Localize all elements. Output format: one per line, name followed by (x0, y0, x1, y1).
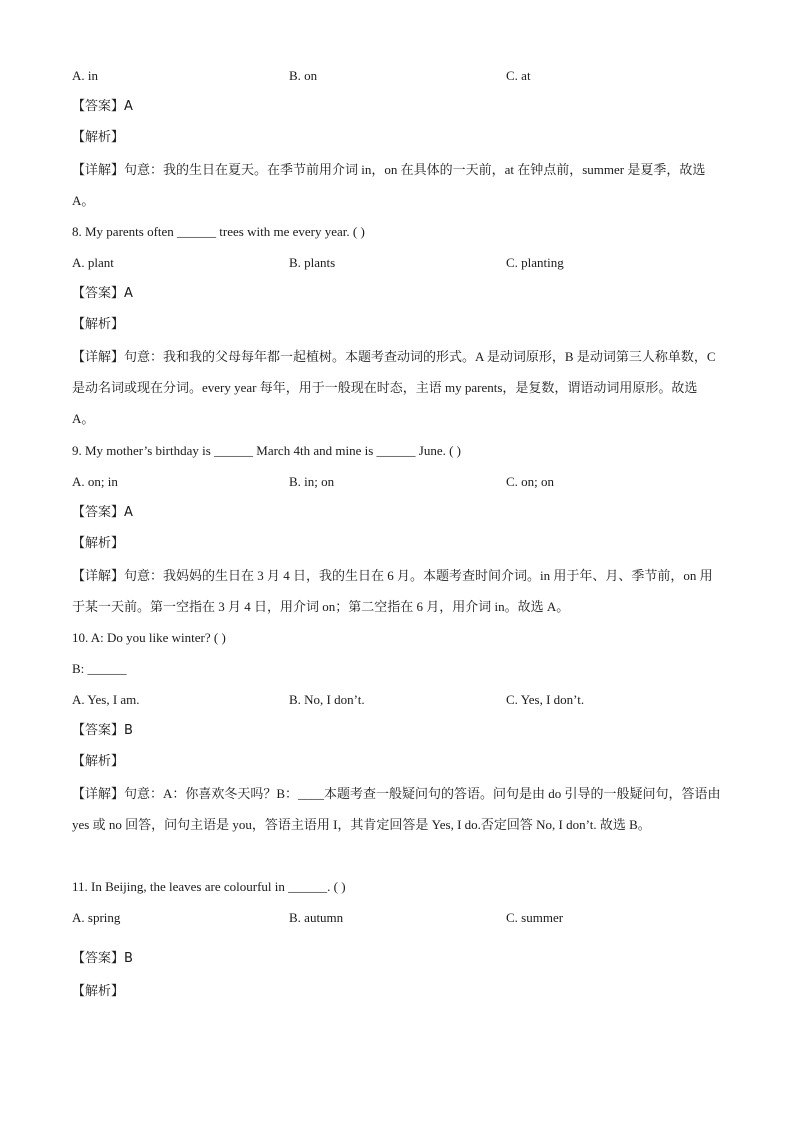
detail-text: 【详解】句意：A：你喜欢冬天吗？B：____本题考查一般疑问句的答语。问句是由 do 引导的一般疑问句，答语由 yes 或 no 回答，问句主语是 you，答语主语用 I，其肯定回答是 Yes, I do.否定回答 No, I don’t. 故选 B。 (72, 786, 721, 832)
question-8: 8. My parents often ______ trees with me every year. ( ) (72, 224, 365, 239)
answer-label: 【答案】A (72, 505, 133, 520)
answer-label: 【答案】B (72, 723, 133, 738)
option-a: A. on; in (72, 474, 118, 489)
option-c: C. planting (506, 255, 564, 270)
option-c: C. Yes, I don’t. (506, 692, 585, 707)
analysis-label: 【解析】 (72, 317, 125, 332)
option-b: B. autumn (289, 910, 344, 925)
answer-label: 【答案】A (72, 286, 133, 301)
option-a: A. in (72, 68, 98, 83)
option-a: A. spring (72, 910, 121, 925)
answer-blank: B: ______ (72, 661, 127, 676)
detail-text: 【详解】句意：我和我的父母每年都一起植树。本题考查动词的形式。A 是动词原形，B 是动词第三人称单数，C 是动名词或现在分词。every year 每年，用于一般现在时态，主语 my parents，是复数，谓语动词用原形。故选 A。 (72, 349, 716, 426)
answer-label: 【答案】B (72, 951, 133, 966)
question-10: 10. A: Do you like winter? ( ) (72, 630, 226, 645)
detail-text: 【详解】句意：我妈妈的生日在 3 月 4 日，我的生日在 6 月。本题考查时间介词。in 用于年、月、季节前，on 用于某一天前。第一空指在 3 月 4 日，用介词 on；第二空指在 6 月，用介词 in。故选 A。 (72, 568, 713, 614)
option-c: C. at (506, 68, 531, 83)
option-a: A. Yes, I am. (72, 692, 140, 707)
option-b: B. in; on (289, 474, 335, 489)
option-a: A. plant (72, 255, 114, 270)
option-b: B. plants (289, 255, 336, 270)
option-c: C. on; on (506, 474, 555, 489)
analysis-label: 【解析】 (72, 130, 125, 145)
option-c: C. summer (506, 910, 564, 925)
question-11: 11. In Beijing, the leaves are colourful in ______. ( ) (72, 879, 346, 894)
option-b: B. on (289, 68, 318, 83)
analysis-label: 【解析】 (72, 754, 125, 769)
question-9: 9. My mother’s birthday is ______ March 4th and mine is ______ June. ( ) (72, 443, 461, 458)
answer-label: 【答案】A (72, 99, 133, 114)
detail-text: 【详解】句意：我的生日在夏天。在季节前用介词 in，on 在具体的一天前，at 在钟点前，summer 是夏季，故选 A。 (72, 162, 706, 208)
analysis-label: 【解析】 (72, 984, 125, 999)
option-b: B. No, I don’t. (289, 692, 365, 707)
analysis-label: 【解析】 (72, 536, 125, 551)
